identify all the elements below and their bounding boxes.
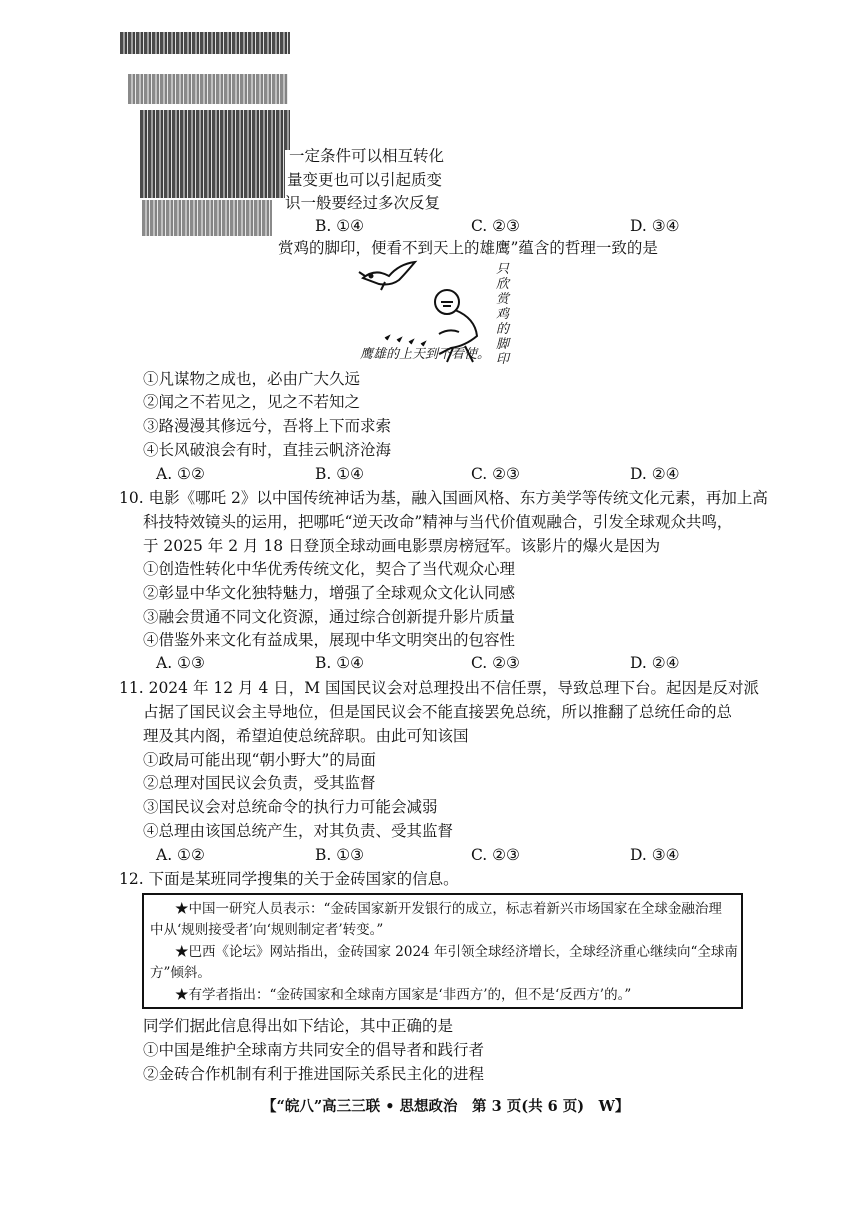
q9-item-1: ①凡谋物之成也，必由广大久远: [143, 370, 361, 388]
q10-item-2: ②彰显中华文化独特魅力，增强了全球观众文化认同感: [143, 584, 516, 602]
q10-option-d: D. ②④: [630, 654, 680, 672]
smudged-text-block: [142, 200, 272, 236]
q8-option-d: D. ③④: [630, 217, 680, 235]
q12-box-line-5: ★有学者指出：“金砖国家和全球南方国家是‘非西方’的，但不是‘反西方’的。”: [175, 987, 632, 1003]
q10-stem-line-3: 于 2025 年 2 月 18 日登顶全球动画电影票房榜冠军。该影片的爆火是因为: [143, 537, 661, 555]
q9-item-4: ④长风破浪会有时，直挂云帆济沧海: [143, 441, 392, 459]
eagle-icon: [359, 262, 415, 290]
q9-item-2: ②闻之不若见之，见之不若知之: [143, 393, 361, 411]
q11-option-a: A. ①②: [156, 846, 205, 864]
q10-item-1: ①创造性转化中华优秀传统文化，契合了当代观众心理: [143, 560, 516, 578]
q12-item-1: ①中国是维护全球南方共同安全的倡导者和践行者: [143, 1041, 485, 1059]
q11-stem-line-3: 理及其内阁，希望迫使总统辞职。由此可知该国: [143, 727, 469, 745]
q12-box-line-3: ★巴西《论坛》网站指出，金砖国家 2024 年引领全球经济增长，全球经济重心继续向“全球南: [175, 944, 738, 960]
q10-option-c: C. ②③: [471, 654, 520, 672]
q12-after-text: 同学们据此信息得出如下结论，其中正确的是: [143, 1017, 454, 1035]
q11-item-1: ①政局可能出现“朝小野大”的局面: [143, 751, 376, 769]
q10-option-b: B. ①④: [315, 654, 365, 672]
q8-option-b: B. ①④: [315, 217, 365, 235]
smudged-text-block: [120, 32, 290, 54]
q11-item-2: ②总理对国民议会负责，受其监督: [143, 774, 376, 792]
cartoon-caption-vertical: 只欣赏鸡的脚印: [496, 262, 510, 367]
q10-stem-line-2: 科技特效镜头的运用，把哪吒“逆天改命”精神与当代价值观融合，引发全球观众共鸣，: [143, 513, 733, 531]
q10-item-3: ③融会贯通不同文化资源，通过综合创新提升影片质量: [143, 608, 516, 626]
q12-box-line-2: 中从‘规则接受者’向‘规则制定者’转变。”: [150, 922, 384, 938]
q10-stem-line-1: 10. 电影《哪吒 2》以中国传统神话为基，融入国画风格、东方美学等传统文化元素，再加上高: [119, 489, 768, 507]
q11-option-b: B. ①③: [315, 846, 365, 864]
q12-box-line-1: ★中国一研究人员表示：“金砖国家新开发银行的成立，标志着新兴市场国家在全球金融治理: [175, 901, 722, 917]
q8-option-c: C. ②③: [471, 217, 520, 235]
q12-stem: 12. 下面是某班同学搜集的关于金砖国家的信息。: [119, 870, 459, 888]
q11-stem-line-1: 11. 2024 年 12 月 4 日，M 国国民议会对总理投出不信任票，导致总理下台。起因是反对派: [119, 679, 760, 697]
page-footer: 【“皖八”高三三联 • 思想政治 第 3 页(共 6 页) W】: [262, 1098, 630, 1115]
smudged-text-block: [128, 74, 288, 104]
q12-box-line-4: 方”倾斜。: [150, 965, 211, 981]
q8-item-fragment: 一定条件可以相互转化: [289, 147, 445, 165]
smudged-text-block: [140, 150, 285, 198]
q11-item-3: ③国民议会对总统命令的执行力可能会减弱: [143, 798, 438, 816]
q9-option-c: C. ②③: [471, 465, 520, 483]
q9-option-d: D. ②④: [630, 465, 680, 483]
q11-option-c: C. ②③: [471, 846, 520, 864]
q11-stem-line-2: 占据了国民议会主导地位，但是国民议会不能直接罢免总统，所以推翻了总统任命的总: [143, 703, 733, 721]
q10-option-a: A. ①③: [156, 654, 205, 672]
cartoon-caption-bottom: 鹰雄的上天到不看使。: [360, 347, 491, 362]
smudged-text-block: [140, 110, 290, 150]
q9-stem: 赏鸡的脚印，便看不到天上的雄鹰”蕴含的哲理一致的是: [278, 239, 658, 257]
q8-item-fragment: 量变更也可以引起质变: [287, 171, 443, 189]
q11-option-d: D. ③④: [630, 846, 680, 864]
q9-item-3: ③路漫漫其修远兮，吾将上下而求索: [143, 417, 392, 435]
q9-option-b: B. ①④: [315, 465, 365, 483]
q9-option-a: A. ①②: [156, 465, 205, 483]
q8-item-fragment: 识一般要经过多次反复: [285, 194, 441, 212]
q12-item-2: ②金砖合作机制有利于推进国际关系民主化的进程: [143, 1065, 485, 1083]
q10-item-4: ④借鉴外来文化有益成果，展现中华文明突出的包容性: [143, 631, 516, 649]
q11-item-4: ④总理由该国总统产生，对其负责、受其监督: [143, 822, 454, 840]
